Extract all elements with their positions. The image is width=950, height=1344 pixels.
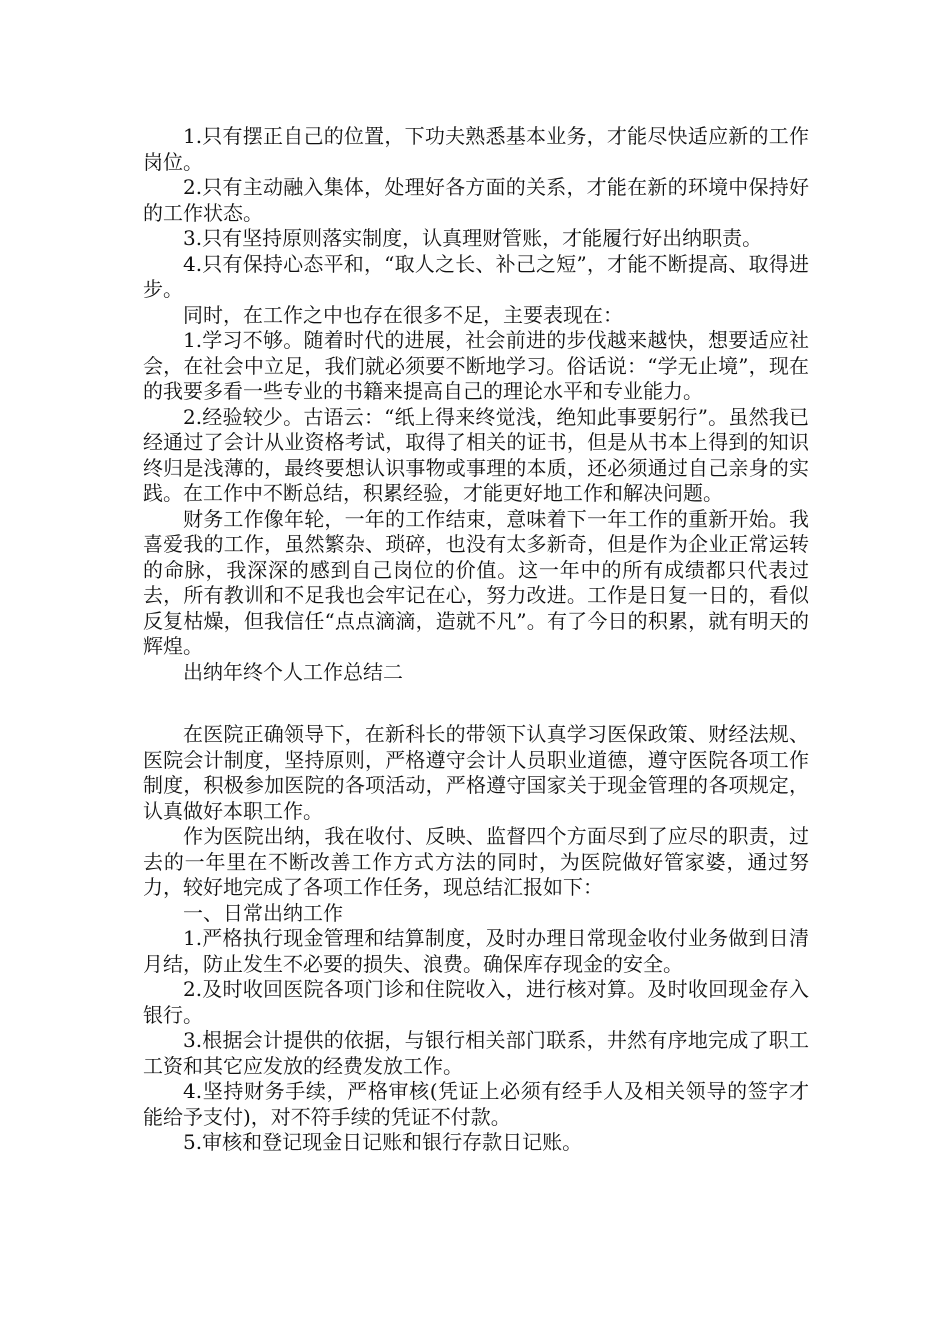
paragraph: 4.只有保持心态平和，“取人之长、补己之短”，才能不断提高、取得进步。 <box>143 251 809 301</box>
paragraph: 同时，在工作之中也存在很多不足，主要表现在： <box>183 302 623 327</box>
paragraph: 2.及时收回医院各项门诊和住院收入，进行核对算。及时收回现金存入银行。 <box>143 977 809 1027</box>
document-body <box>143 124 809 1156</box>
paragraph: 作为医院出纳，我在收付、反映、监督四个方面尽到了应尽的职责，过去的一年里在不断改善工作方式方法的同时，为医院做好管家婆，通过努力，较好地完成了各项工作任务，现总结汇报如下： <box>143 824 809 899</box>
paragraph: 在医院正确领导下，在新科长的带领下认真学习医保政策、财经法规、医院会计制度，坚持原则，严格遵守会计人员职业道德，遵守医院各项工作制度，积极参加医院的各项活动，严格遵守国家关于现金管理的各项规定，认真做好本职工作。 <box>143 722 809 823</box>
paragraph: 财务工作像年轮，一年的工作结束，意味着下一年工作的重新开始。我喜爱我的工作，虽然繁杂、琐碎，也没有太多新奇，但是作为企业正常运转的命脉，我深深的感到自己岗位的价值。这一年中的所有成绩都只代表过去，所有教训和不足我也会牢记在心，努力改进。工作是日复一日的，看似反复枯燥，但我信任“点点滴滴，造就不凡”。有了今日的积累，就有明天的辉煌。 <box>143 506 809 658</box>
paragraph: 1.只有摆正自己的位置，下功夫熟悉基本业务，才能尽快适应新的工作岗位。 <box>143 124 809 174</box>
paragraph: 2.只有主动融入集体，处理好各方面的关系，才能在新的环境中保持好的工作状态。 <box>143 175 809 225</box>
paragraph: 3.根据会计提供的依据，与银行相关部门联系，井然有序地完成了职工工资和其它应发放的经费发放工作。 <box>143 1028 809 1078</box>
paragraph: 2.经验较少。古语云：“纸上得来终觉浅，绝知此事要躬行”。虽然我已经通过了会计从业资格考试，取得了相关的证书，但是从书本上得到的知识终归是浅薄的，最终要想认识事物或事理的本质，还必须通过自己亲身的实践。在工作中不断总结，积累经验，才能更好地工作和解决问题。 <box>143 404 809 505</box>
paragraph: 1.严格执行现金管理和结算制度，及时办理日常现金收付业务做到日清月结，防止发生不必要的损失、浪费。确保库存现金的安全。 <box>143 926 809 976</box>
paragraph: 5.审核和登记现金日记账和银行存款日记账。 <box>183 1130 583 1154</box>
paragraph: 3.只有坚持原则落实制度，认真理财管账，才能履行好出纳职责。 <box>183 226 763 250</box>
section-title: 出纳年终个人工作总结二 <box>183 659 403 684</box>
subheading: 一、日常出纳工作 <box>183 900 343 925</box>
blank-line <box>143 685 809 722</box>
paragraph: 4.坚持财务手续，严格审核(凭证上必须有经手人及相关领导的签字才能给予支付)，对不符手续的凭证不付款。 <box>143 1079 809 1129</box>
paragraph: 1.学习不够。随着时代的进展，社会前进的步伐越来越快，想要适应社会，在社会中立足，我们就必须要不断地学习。俗话说：“学无止境”，现在的我要多看一些专业的书籍来提高自己的理论水平和专业能力。 <box>143 328 809 403</box>
